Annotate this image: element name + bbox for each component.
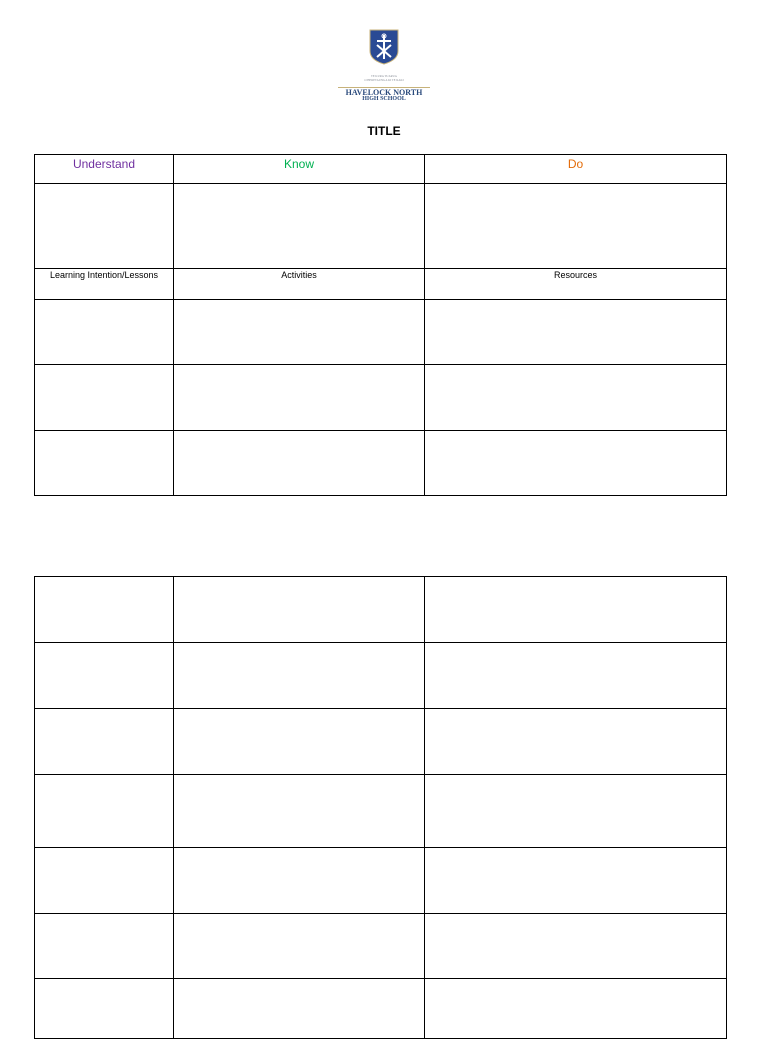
page-title: TITLE (367, 124, 401, 138)
header-row (35, 155, 727, 184)
table-cell[interactable] (35, 914, 174, 979)
resources-header: Resources (425, 269, 727, 300)
planning-table (34, 154, 727, 496)
table-cell[interactable] (425, 709, 727, 775)
table-cell[interactable] (425, 365, 727, 431)
school-crest-icon (368, 29, 400, 65)
table-row (35, 577, 727, 643)
understand-header: Understand (35, 155, 174, 184)
table-cell[interactable] (425, 979, 727, 1039)
school-name-line1: HAVELOCK NORTH (345, 88, 423, 97)
table-cell[interactable] (174, 979, 425, 1039)
table-cell[interactable] (425, 914, 727, 979)
table-cell[interactable] (35, 365, 174, 431)
subheader-row (35, 269, 727, 300)
table-row (35, 914, 727, 979)
know-header: Know (174, 155, 425, 184)
table-cell[interactable] (425, 848, 727, 914)
table-cell[interactable] (174, 365, 425, 431)
table-cell[interactable] (35, 979, 174, 1039)
table-cell[interactable] (174, 300, 425, 365)
understand-cell[interactable] (35, 184, 174, 269)
table-cell[interactable] (174, 431, 425, 496)
table-cell[interactable] (35, 431, 174, 496)
table-row (35, 979, 727, 1039)
table-row (35, 643, 727, 709)
table-cell[interactable] (174, 914, 425, 979)
table-cell[interactable] (35, 643, 174, 709)
table-cell[interactable] (35, 775, 174, 848)
understand-know-do-row (35, 184, 727, 269)
table-cell[interactable] (35, 848, 174, 914)
activities-header: Activities (174, 269, 425, 300)
table-row (35, 431, 727, 496)
table-cell[interactable] (174, 643, 425, 709)
table-row (35, 848, 727, 914)
do-cell[interactable] (425, 184, 727, 269)
table-cell[interactable] (174, 577, 425, 643)
table-row (35, 709, 727, 775)
table-cell[interactable] (425, 577, 727, 643)
table-cell[interactable] (425, 775, 727, 848)
table-cell[interactable] (174, 709, 425, 775)
learning-intention-header: Learning Intention/Lessons (35, 269, 174, 300)
table-cell[interactable] (425, 431, 727, 496)
table-row (35, 775, 727, 848)
table-cell[interactable] (174, 848, 425, 914)
know-cell[interactable] (174, 184, 425, 269)
school-name-line2: HIGH SCHOOL (362, 96, 406, 102)
table-cell[interactable] (35, 709, 174, 775)
school-tagline-line1: TE KURA TUARUA (371, 74, 397, 78)
school-tagline-line2: O HERETAUNGA KI TE RAKI (364, 78, 404, 82)
table-cell[interactable] (425, 300, 727, 365)
table-cell[interactable] (174, 775, 425, 848)
table-row (35, 365, 727, 431)
lessons-table (34, 576, 727, 1039)
table-cell[interactable] (35, 300, 174, 365)
table-cell[interactable] (35, 577, 174, 643)
do-header: Do (425, 155, 727, 184)
school-logo (338, 29, 430, 109)
table-cell[interactable] (425, 643, 727, 709)
table-row (35, 300, 727, 365)
